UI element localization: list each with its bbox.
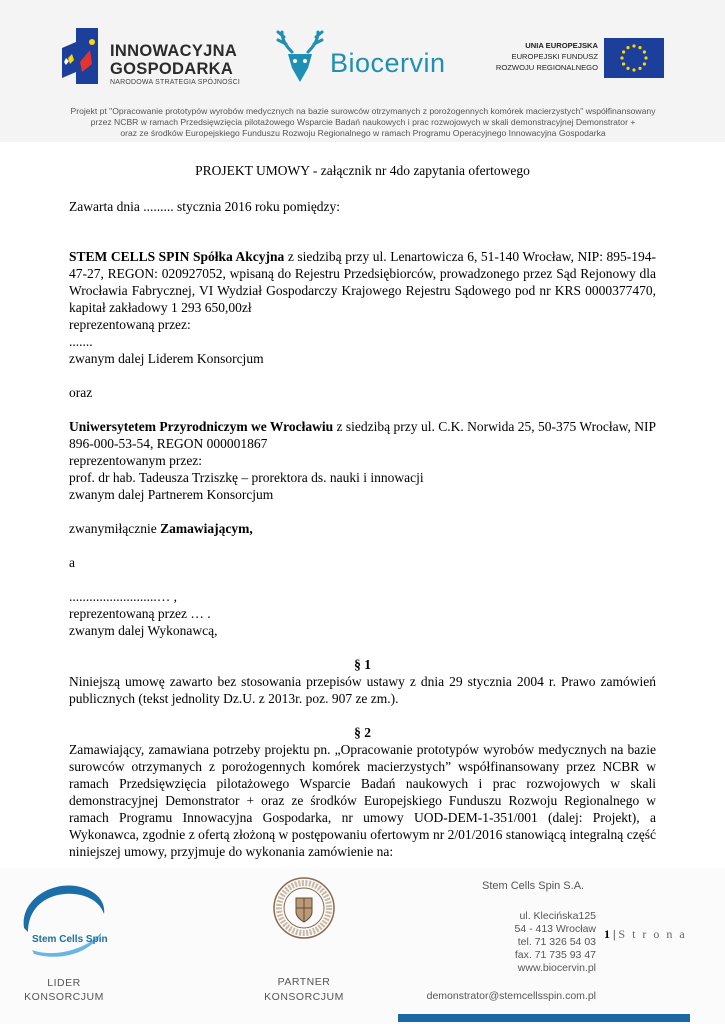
eu-logo-text bbox=[496, 40, 598, 73]
leader-label-line2: KONSORCJUM bbox=[24, 991, 104, 1003]
project-note-line2: przez NCBR w ramach Przedsięwzięcia pilotażowego Wsparcie Badań naukowych i prac rozwojowych w skali demonstracyjnej Demonstrator + bbox=[90, 117, 636, 127]
a-text: a bbox=[69, 555, 75, 570]
partner-label-line1: PARTNER bbox=[277, 976, 331, 988]
company-address bbox=[514, 910, 596, 975]
project-funding-note bbox=[16, 106, 710, 139]
section2-heading: § 2 bbox=[354, 725, 371, 740]
page-header bbox=[0, 0, 725, 142]
section2-text: Zamawiający, zamawiana potrzeby projektu pn. „Opracowanie prototypów wyrobów medycznych na bazie surowców otrzymanych z porożogennych komórek macierzystych” współfinansowany przez NCBR w ramach Przedsięwzięcia pilotażowego Wsparcie Badań naukowych i prac rozwojowych w skali demonstracyjnej Demonstrator + oraz ze środków Europejskiego Funduszu Rozwoju Regionalnego w ramach Programu Innowacyjna Gospodarka, nr umowy UOD-DEM-1-351/001 (dalej: Projekt), a Wykonawca, zgodnie z ofertą złożoną w postępowaniu ofertowym nr 2/01/2016 stanowiącą integralną część niniejszej umowy, przyjmuje do wykonania zamówienie na: bbox=[69, 742, 656, 859]
party1-representative-dots: ....... bbox=[69, 334, 93, 349]
innowacyjna-gospodarka-logo bbox=[62, 28, 262, 88]
stem-cells-spin-wordmark: Stem Cells Spin bbox=[32, 934, 108, 945]
eu-line1: UNIA EUROPEJSKA bbox=[525, 41, 598, 50]
jointly-called bbox=[69, 520, 656, 537]
project-note-line3: oraz ze środków Europejskiego Funduszu Rozwoju Regionalnego w ramach Programu Operacyjnego Innowacyjna Gospodarka bbox=[120, 128, 606, 138]
ig-subtitle: NARODOWA STRATEGIA SPÓJNOŚCI bbox=[110, 79, 241, 86]
party2-representative: prof. dr hab. Tadeusza Trziszkę – prorektora ds. nauki i innowacji bbox=[69, 470, 424, 485]
party3-represented: reprezentowaną przez … . bbox=[69, 606, 211, 621]
address-city: 54 - 413 Wrocław bbox=[514, 923, 596, 935]
jointly-term: Zamawiającym, bbox=[160, 521, 253, 536]
section1-text: Niniejszą umowę zawarto bez stosowania przepisów ustawy z dnia 29 stycznia 2004 r. Prawo zamówień publicznych (tekst jednolity Dz.U. z 2013r. poz. 907 ze zm.). bbox=[69, 674, 656, 706]
page-footer bbox=[0, 868, 725, 1024]
page-number bbox=[604, 927, 687, 942]
party1-called: zwanym dalej Liderem Konsorcjum bbox=[69, 351, 264, 366]
eu-line2: EUROPEJSKI FUNDUSZ bbox=[511, 52, 598, 61]
company-name: Stem Cells Spin S.A. bbox=[482, 880, 585, 892]
party1-block bbox=[69, 248, 656, 316]
jointly-prefix: zwanymiłącznie bbox=[69, 521, 161, 536]
biocervin-logo bbox=[274, 28, 464, 88]
stem-cells-spin-swoosh-icon bbox=[14, 880, 114, 960]
project-note-line1: Projekt pt "Opracowanie prototypów wyrobów medycznych na bazie surowców otrzymanych z porożogennych komórek macierzystych" współfinansowany bbox=[70, 106, 656, 116]
page-number-word: S t r o n a bbox=[618, 927, 687, 941]
party2-called: zwanym dalej Partnerem Konsorcjum bbox=[69, 487, 274, 502]
concluded-date-line: Zawarta dnia ......... stycznia 2016 roku pomiędzy: bbox=[69, 199, 341, 214]
footer-accent-bar bbox=[398, 1014, 690, 1022]
phone-number: tel. 71 326 54 03 bbox=[517, 936, 596, 948]
eu-logo bbox=[486, 38, 666, 82]
party2-represented: reprezentowanym przez: bbox=[69, 453, 203, 468]
eu-line3: ROZWOJU REGIONALNEGO bbox=[495, 63, 598, 72]
leader-label-line1: LIDER bbox=[47, 977, 81, 989]
ig-title-line2: GOSPODARKA bbox=[110, 60, 234, 78]
party3-dots: ..........................… , bbox=[69, 589, 177, 604]
eu-flag-icon bbox=[604, 38, 664, 78]
partner-label-line2: KONSORCJUM bbox=[264, 991, 344, 1003]
website-link[interactable]: www.biocervin.pl bbox=[517, 962, 596, 974]
party1-represented: reprezentowaną przez: bbox=[69, 317, 191, 332]
leader-logo bbox=[14, 880, 114, 1020]
partner-logo bbox=[254, 876, 354, 1016]
party1-name: STEM CELLS SPIN Spółka Akcyjna bbox=[69, 249, 285, 264]
document-title: PROJEKT UMOWY - załącznik nr 4do zapytania ofertowego bbox=[195, 163, 530, 178]
biocervin-deer-icon bbox=[274, 28, 326, 86]
page-number-separator: | bbox=[613, 927, 616, 941]
email-link[interactable]: demonstrator@stemcellsspin.com.pl bbox=[426, 990, 596, 1002]
address-street: ul. Klecińska125 bbox=[519, 910, 596, 922]
company-contact bbox=[380, 880, 596, 1010]
party1-details: z siedzibą przy ul. Lenartowicza 6, 51-140 Wrocław, NIP: 895-194-47-27, REGON: 020927052, wpisaną do Rejestru Przedsiębiorców, prowadzonego przez Sąd Rejonowy dla Wrocławia Fabrycznej, VI Wydział Gospodarczy Krajowego Rejestru Sądowego pod nr KRS 0000377470, kapitał zakładowy 1 293 650,00zł bbox=[69, 249, 656, 315]
section1-heading: § 1 bbox=[354, 657, 371, 672]
party2-details: z siedzibą przy ul. C.K. Norwida 25, 50-375 Wrocław, NIP 896-000-53-54, REGON 000001867 bbox=[69, 419, 656, 451]
fax-number: fax. 71 735 93 47 bbox=[514, 949, 596, 961]
innowacyjna-gospodarka-emblem-icon bbox=[62, 28, 106, 84]
oraz-text: oraz bbox=[69, 385, 93, 400]
party3-called: zwanym dalej Wykonawcą, bbox=[69, 623, 218, 638]
ig-title-line1: INNOWACYJNA bbox=[110, 42, 238, 60]
party2-name: Uniwersytetem Przyrodniczym we Wrocławiu bbox=[69, 419, 334, 434]
party2-block bbox=[69, 418, 656, 452]
university-seal-icon bbox=[272, 876, 336, 940]
biocervin-wordmark: Biocervin bbox=[330, 48, 446, 78]
page-number-value: 1 bbox=[604, 927, 610, 941]
